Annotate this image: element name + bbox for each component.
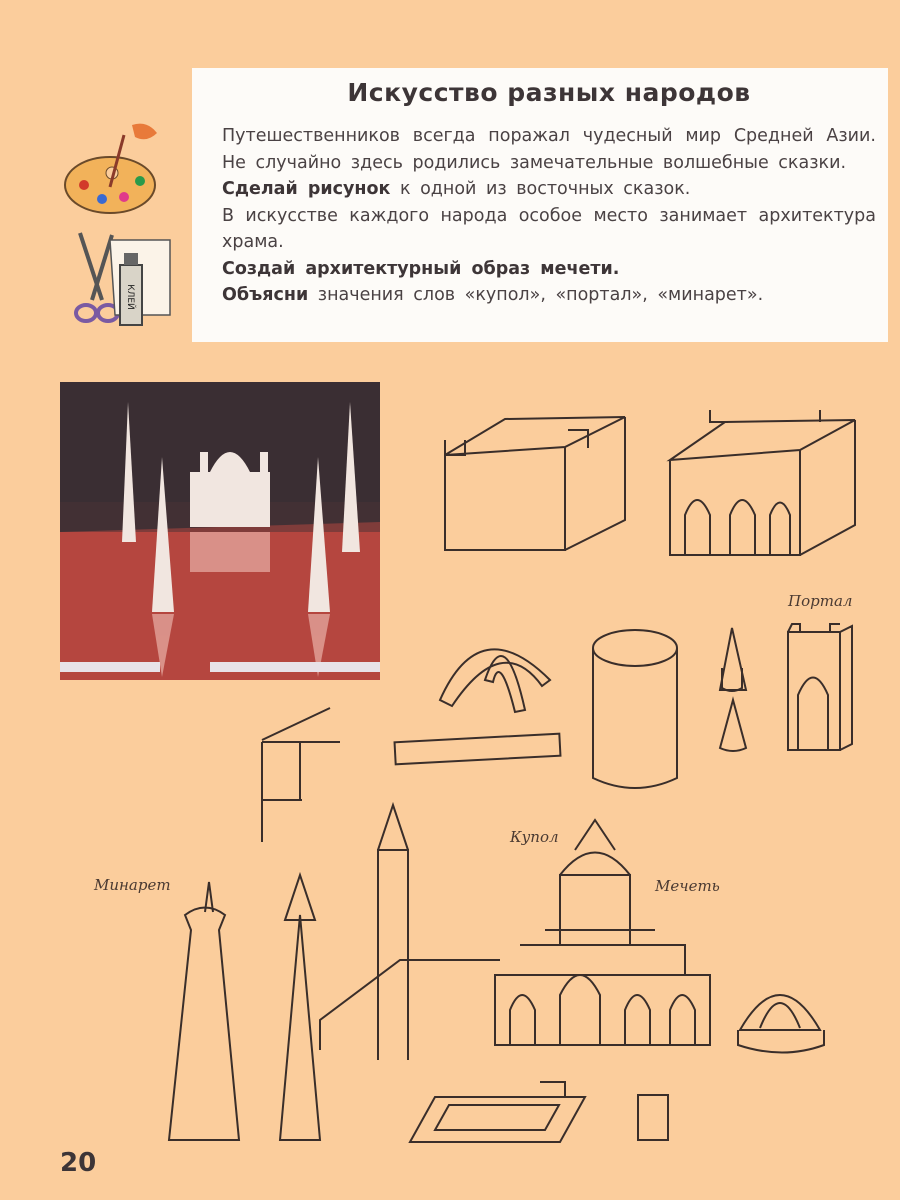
- cones-drawing: [720, 628, 746, 751]
- text-box: [192, 68, 888, 342]
- paragraph-intro: Путешественников всегда поражал чудесный мир Средней Азии. Не случайно здесь родились замечательные волшебные сказки.: [222, 126, 876, 173]
- label-mosque: Мечеть: [655, 877, 720, 895]
- glue-label: КЛЕЙ: [125, 284, 135, 310]
- strip-drawing: [395, 734, 561, 765]
- box-drawing: [445, 417, 625, 550]
- paragraph-architecture: В искусстве каждого народа особое место занимает архитектура храма.: [222, 205, 876, 252]
- task-mosque-bold: Создай архитектурный образ мечети.: [222, 258, 620, 279]
- paragraph-task-explain: [222, 282, 876, 309]
- small-dome-drawing: [738, 995, 824, 1053]
- flap-drawing: [262, 708, 340, 842]
- task-drawing-bold: Сделай рисунок: [222, 179, 391, 199]
- label-minaret: Минарет: [94, 876, 171, 894]
- art-tools-icons: [62, 115, 182, 335]
- page-title: Искусство разных народов: [347, 78, 751, 107]
- dome-strips-drawing: [440, 649, 550, 712]
- portal-drawing: [788, 624, 852, 750]
- paragraph-task-drawing: [222, 176, 876, 203]
- task-drawing-rest: к одной из восточных сказок.: [390, 179, 691, 199]
- page-number: 20: [60, 1148, 97, 1178]
- mosque-model-photo: [60, 382, 380, 680]
- minaret-drawings: [169, 805, 500, 1140]
- arched-box-drawing: [670, 410, 855, 555]
- base-drawing: [410, 1082, 668, 1142]
- task-explain-rest: значения слов «купол», «портал», «минарет».: [308, 285, 764, 305]
- label-dome: Купол: [510, 828, 559, 846]
- task-explain-bold: Объясни: [222, 285, 309, 305]
- cylinder-drawing: [593, 630, 677, 788]
- label-portal: Портал: [788, 592, 853, 610]
- paragraph-task-mosque: [222, 256, 876, 283]
- palette-icon: [65, 124, 157, 213]
- mosque-drawing: [495, 820, 710, 1045]
